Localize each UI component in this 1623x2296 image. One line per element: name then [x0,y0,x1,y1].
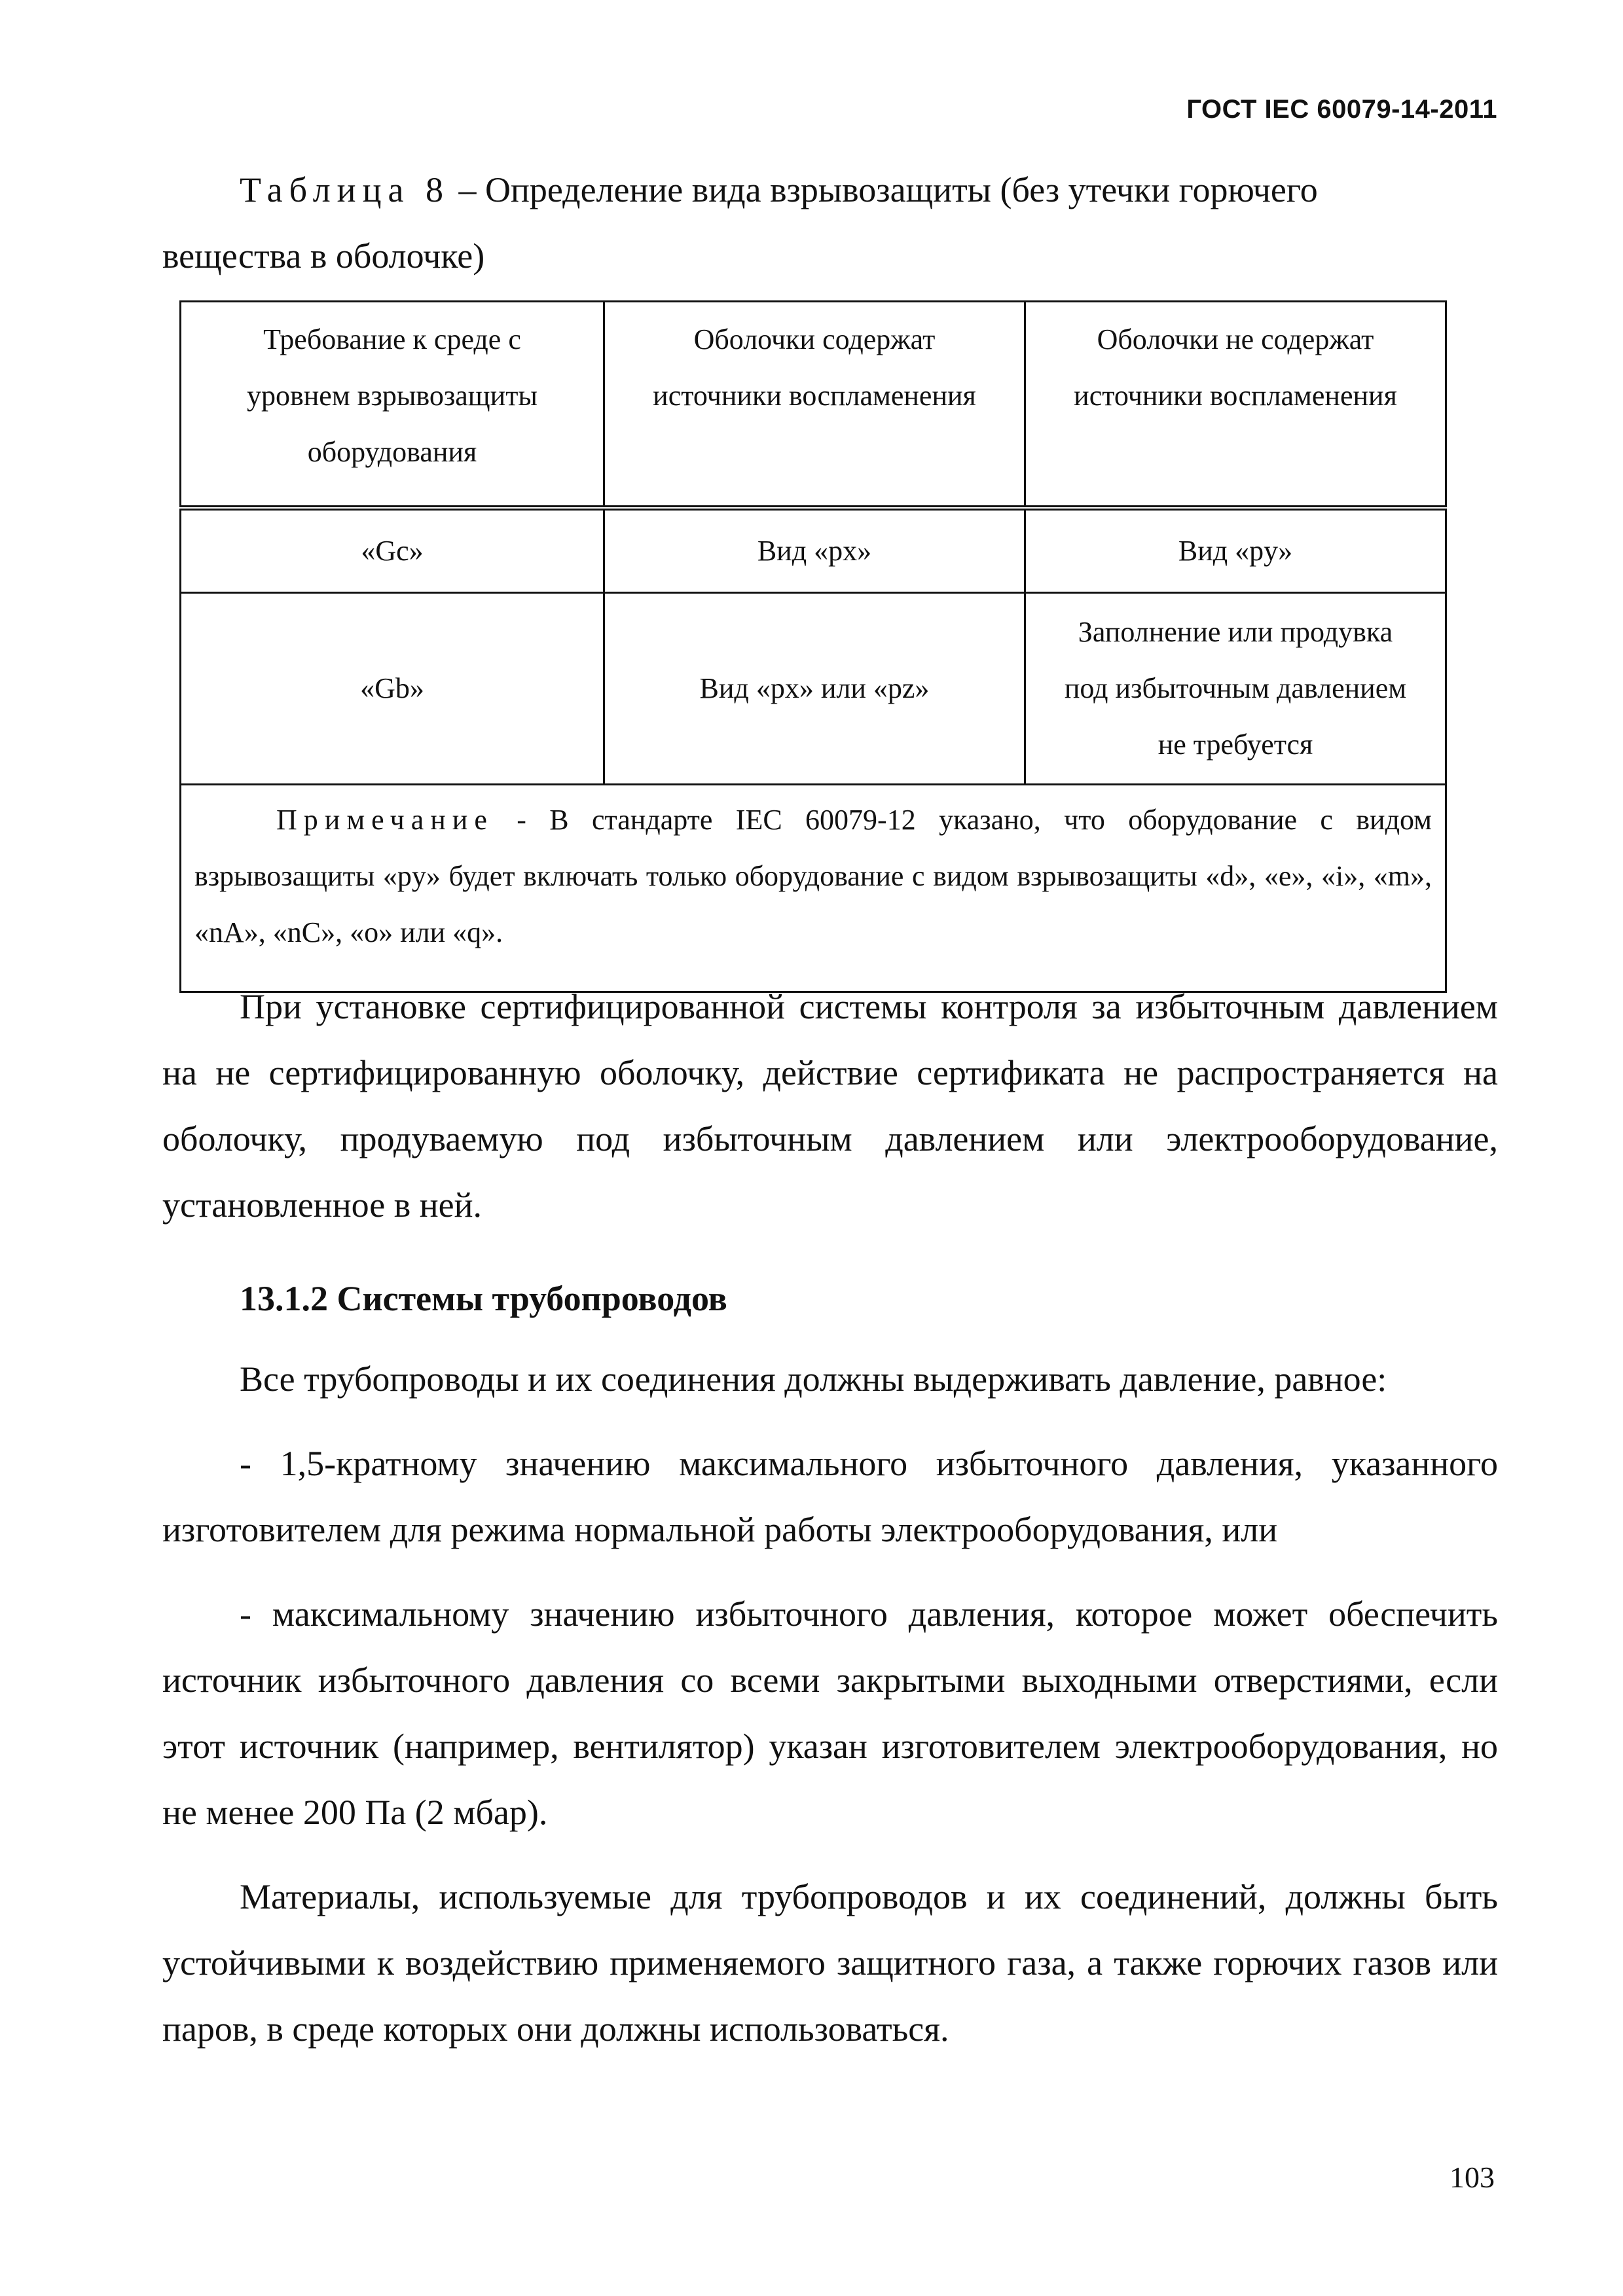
list-item: - 1,5-кратному значению максимального избыточного давления, указанного изготовителем для режима нормальной работы электрооборудования, или [162,1444,1498,1549]
cell-level: «Gc» [181,508,604,593]
cell-with-sources: Вид «px» или «pz» [604,593,1025,785]
paragraph: Материалы, используемые для трубопроводов и их соединений, должны быть устойчивыми к воздействию применяемого защитного газа, а также горючих газов или паров, в среде которых они должны использоваться. [162,1877,1498,2049]
table-caption-title-cont: вещества в оболочке) [162,236,485,276]
standard-header: ГОСТ IEC 60079-14-2011 [1186,95,1497,124]
paragraph: Все трубопроводы и их соединения должны выдерживать давление, равное: [240,1359,1387,1399]
paragraph: При установке сертифицированной системы контроля за избыточным давлением на не сертифицированную оболочку, действие сертификата не распространяется на оболочку, продуваемую под избыточным давлением или электрооборудование, установленное в ней. [162,987,1498,1225]
table-note-row [181,785,1446,992]
cell-with-sources: Вид «px» [604,508,1025,593]
header-cell-with-sources: Оболочки содержат источники воспламенения [604,302,1025,509]
table-header-row [181,302,1446,509]
note-label: Примечание [276,804,494,836]
note-text: - В стандарте IEC 60079-12 указано, что оборудование с видом взрывозащиты «py» будет включать только оборудование с видом взрывозащиты «d», «e», «i», «m», «nA», «nC», «o» или «q». [194,804,1432,948]
table-8 [179,300,1447,993]
header-cell-requirement: Требование к среде с уровнем взрывозащиты оборудования [181,302,604,509]
table-row [181,593,1446,785]
table-note [181,785,1446,992]
section-heading: 13.1.2 Системы трубопроводов [240,1279,727,1318]
table-caption-title: – Определение вида взрывозащиты (без утечки горючего [449,170,1318,209]
page-number: 103 [1450,2161,1495,2194]
header-cell-without-sources: Оболочки не содержат источники воспламенения [1025,302,1446,509]
table-caption [162,157,1498,289]
body-text [162,974,1498,2081]
list-item: - максимальному значению избыточного давления, которое может обеспечить источник избыточного давления со всеми закрытыми выходными отверстиями, если этот источник (например, вентилятор) указан изготовителем электрооборудования, но не менее 200 Па (2 мбар). [162,1594,1498,1832]
table-caption-label: Таблица 8 [240,170,450,209]
cell-without-sources: Вид «py» [1025,508,1446,593]
table-row [181,508,1446,593]
cell-level: «Gb» [181,593,604,785]
cell-without-sources: Заполнение или продувка под избыточным давлением не требуется [1025,593,1446,785]
